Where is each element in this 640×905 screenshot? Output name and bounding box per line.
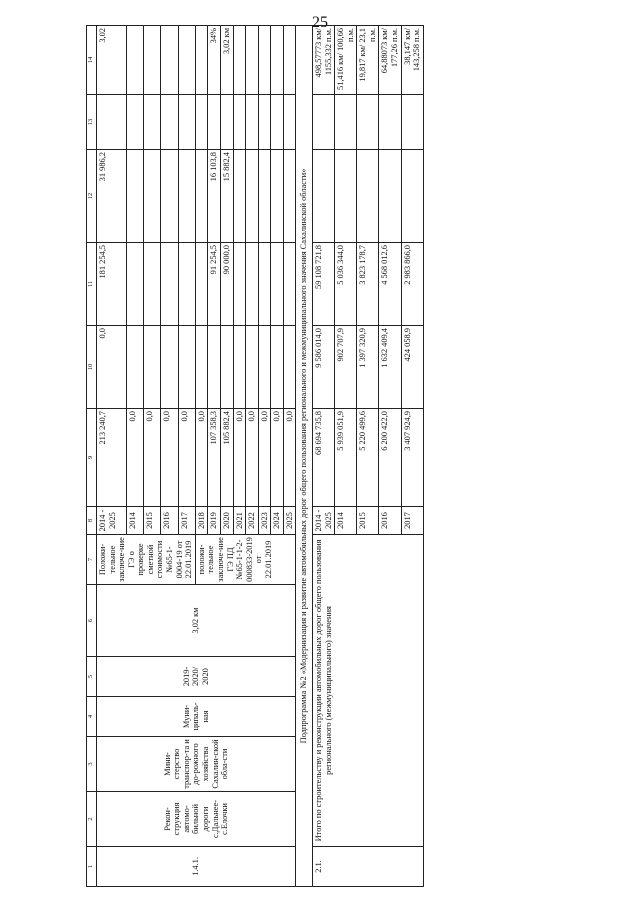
document-2: положи-тельное заключе-ние ГЭ ПД №65-1-1-2-000833-2019 от 22.01.2019	[195, 535, 296, 585]
year: 2017	[178, 507, 195, 535]
year-sum: 0,0	[233, 409, 246, 507]
federal-sum: 1 397 320,9	[357, 326, 379, 409]
indicator-cell	[195, 26, 208, 95]
header-cell: 6	[87, 585, 97, 657]
local-cell	[233, 150, 246, 243]
period: 2017	[401, 507, 423, 535]
indicator-cell	[127, 26, 144, 95]
total-sum: 3 407 924,9	[401, 409, 423, 507]
period: 2014 - 2025	[312, 507, 334, 535]
year-sum: 0,0	[283, 409, 296, 507]
year: 2021	[233, 507, 246, 535]
indicator-cell: 19,817 км/ 23,1 п.м.	[357, 26, 379, 95]
table-row	[312, 26, 334, 887]
year-sum: 0,0	[161, 409, 178, 507]
capacity: 3,02 км	[97, 585, 296, 657]
local-cell	[161, 150, 178, 243]
header-cell: 11	[87, 243, 97, 326]
regional-cell	[258, 243, 271, 326]
local-cell	[144, 150, 161, 243]
local-cell: 16 103,8	[208, 150, 221, 243]
total-sum: 6 200 422,0	[379, 409, 401, 507]
indicator-cell: 51,416 км/ 100,66 п.м.	[335, 26, 357, 95]
federal-total: 0,0	[97, 326, 127, 409]
period: 2014	[335, 507, 357, 535]
indicator-cell: 34%	[208, 26, 221, 95]
table-row	[97, 26, 127, 887]
header-cell: 8	[87, 507, 97, 535]
indicator-cell: 3,02 км	[220, 26, 233, 95]
year: 2025	[283, 507, 296, 535]
federal-sum: 9 586 014,0	[312, 326, 334, 409]
regional-cell	[161, 243, 178, 326]
year: 2023	[258, 507, 271, 535]
local-total: 31 986,2	[97, 150, 127, 243]
subprogram-row	[296, 26, 313, 887]
indicator-cell	[178, 26, 195, 95]
header-row	[87, 26, 97, 887]
regional-cell: 91 254,5	[208, 243, 221, 326]
row-number: 2.1.	[312, 847, 423, 887]
year: 2016	[161, 507, 178, 535]
regional-sum: 59 108 721,8	[312, 243, 334, 326]
indicator-cell	[271, 26, 284, 95]
indicator-total: 3,02	[97, 26, 127, 95]
year-sum: 0,0	[144, 409, 161, 507]
indicator-cell	[233, 26, 246, 95]
regional-cell	[144, 243, 161, 326]
year-sum: 107 358,3	[208, 409, 221, 507]
document-1: Положи-тельное заключе-ние ГЭ о проверке сметной стоимости №65-1-0004-19 от 22.01.2019	[97, 535, 196, 585]
header-cell: 14	[87, 26, 97, 95]
regional-sum: 2 983 866,0	[401, 243, 423, 326]
regional-cell	[178, 243, 195, 326]
local-cell	[178, 150, 195, 243]
program-table	[86, 25, 424, 887]
indicator-cell	[246, 26, 259, 95]
total-sum: 5 939 051,9	[335, 409, 357, 507]
rotated-table-container	[86, 26, 598, 887]
header-cell: 12	[87, 150, 97, 243]
regional-cell	[127, 243, 144, 326]
header-cell: 3	[87, 737, 97, 792]
header-cell: 4	[87, 697, 97, 737]
indicator-cell: 498,57773 км/ 1155,332 п.м.	[312, 26, 334, 95]
customer: Мини-стерство транспор-та и до-рожного хозяйства Сахалин-ской обла-сти	[97, 737, 296, 792]
header-cell: 13	[87, 95, 97, 150]
period: 2016	[379, 507, 401, 535]
year: 2022	[246, 507, 259, 535]
year-sum: 0,0	[195, 409, 208, 507]
header-cell: 9	[87, 409, 97, 507]
local-cell	[195, 150, 208, 243]
header-cell: 5	[87, 657, 97, 697]
row-number: 1.4.1.	[97, 847, 296, 887]
regional-cell	[195, 243, 208, 326]
indicator-cell: 38,147 км/ 143,258 п.м.	[401, 26, 423, 95]
regional-sum: 5 036 344,0	[335, 243, 357, 326]
year-sum: 0,0	[127, 409, 144, 507]
total-sum: 68 694 735,8	[312, 409, 334, 507]
year-sum: 105 882,4	[220, 409, 233, 507]
header-cell: 7	[87, 535, 97, 585]
local-cell	[127, 150, 144, 243]
years: 2019-2020/ 2020	[97, 657, 296, 697]
local-cell	[271, 150, 284, 243]
regional-cell: 90 000,0	[220, 243, 233, 326]
federal-sum: 902 707,9	[335, 326, 357, 409]
object-name: Рекон-струкция автомо-бильной дороги с.Дальнее-с.Елочки	[97, 792, 296, 847]
year-sum: 0,0	[271, 409, 284, 507]
regional-cell	[233, 243, 246, 326]
year: 2018	[195, 507, 208, 535]
indicator-cell	[258, 26, 271, 95]
federal-sum: 424 058,9	[401, 326, 423, 409]
indicator-cell	[161, 26, 178, 95]
federal-sum: 1 632 409,4	[379, 326, 401, 409]
empty-cell	[97, 95, 127, 150]
ownership: Муни-ципаль-ная	[97, 697, 296, 737]
year: 2024	[271, 507, 284, 535]
regional-cell	[271, 243, 284, 326]
header-cell: 1	[87, 847, 97, 887]
header-cell: 2	[87, 792, 97, 847]
year-sum: 0,0	[246, 409, 259, 507]
year-sum: 0,0	[178, 409, 195, 507]
indicator-cell	[144, 26, 161, 95]
year: 2014	[127, 507, 144, 535]
local-cell: 15 882,4	[220, 150, 233, 243]
page-number: 25	[312, 14, 328, 31]
total-sum: 213 240,7	[97, 409, 127, 507]
regional-sum: 3 823 178,7	[357, 243, 379, 326]
regional-total: 181 254,5	[97, 243, 127, 326]
regional-cell	[246, 243, 259, 326]
year: 2019	[208, 507, 221, 535]
header-cell: 10	[87, 326, 97, 409]
row-name: Итого по строительству и реконструкции автомобильных дорог общего пользования регионального (межмуниципального) значения	[312, 535, 423, 847]
year: 2015	[144, 507, 161, 535]
year-sum: 0,0	[258, 409, 271, 507]
indicator-cell	[283, 26, 296, 95]
period: 2014 - 2025	[97, 507, 127, 535]
subprogram-title: Подпрограмма №2 «Модернизация и развитие автомобильных дорог общего пользования регионального и межмуниципального значения Сахалинской области»	[296, 26, 313, 887]
local-cell	[258, 150, 271, 243]
local-cell	[283, 150, 296, 243]
total-sum: 5 220 499,6	[357, 409, 379, 507]
local-cell	[246, 150, 259, 243]
regional-sum: 4 568 012,6	[379, 243, 401, 326]
indicator-cell: 64,88073 км/ 177,26 п.м.	[379, 26, 401, 95]
regional-cell	[283, 243, 296, 326]
year: 2020	[220, 507, 233, 535]
period: 2015	[357, 507, 379, 535]
